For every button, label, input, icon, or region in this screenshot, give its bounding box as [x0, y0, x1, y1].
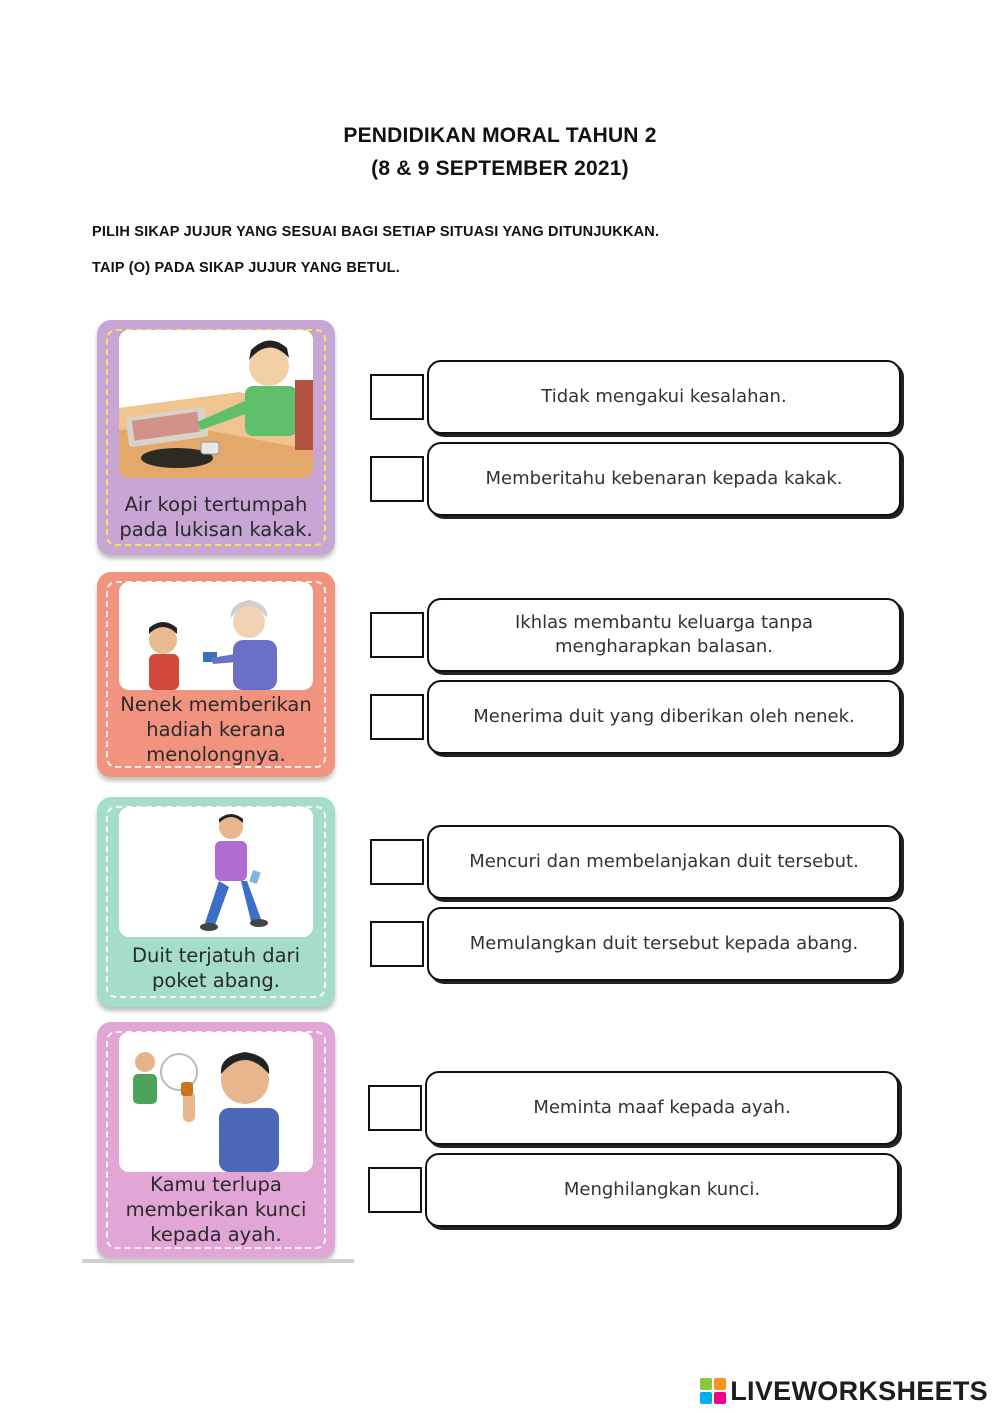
instruction-line-2: TAIP (O) PADA SIKAP JUJUR YANG BETUL. — [92, 260, 400, 276]
logo-square-2 — [714, 1378, 726, 1390]
logo-square-1 — [700, 1378, 712, 1390]
situation-caption-3: Duit terjatuh dari poket abang. — [132, 944, 300, 992]
instruction-line-1: PILIH SIKAP JUJUR YANG SESUAI BAGI SETIAP SITUASI YANG DITUNJUKKAN. — [92, 224, 660, 240]
situation-caption-1: Air kopi tertumpah pada lukisan kakak. — [119, 493, 313, 541]
situation-illustration-forgotten-key — [119, 1032, 313, 1172]
situation-illustration-coffee-spill — [119, 330, 313, 478]
option-q4-1: Meminta maaf kepada ayah. — [425, 1071, 899, 1145]
answer-box-q4-option1[interactable] — [368, 1085, 422, 1131]
answer-box-q3-option1[interactable] — [370, 839, 424, 885]
situation-card-1 — [97, 320, 335, 555]
page-title: PENDIDIKAN MORAL TAHUN 2 — [343, 124, 657, 147]
answer-box-q2-option1[interactable] — [370, 612, 424, 658]
answer-box-q3-option2[interactable] — [370, 921, 424, 967]
option-q1-2: Memberitahu kebenaran kepada kakak. — [427, 442, 901, 516]
brand-name: LIVEWORKSHEETS — [730, 1375, 988, 1406]
situation-card-4 — [97, 1022, 335, 1258]
logo-square-3 — [700, 1392, 712, 1404]
situation-illustration-grandma-gift — [119, 582, 313, 690]
cards-baseline-divider — [82, 1259, 354, 1263]
page-subtitle-date: (8 & 9 SEPTEMBER 2021) — [371, 157, 629, 180]
situation-caption-4: Kamu terlupa memberikan kunci kepada ayah. — [125, 1173, 307, 1246]
liveworksheets-branding — [700, 1376, 988, 1406]
situation-illustration-dropped-money — [119, 807, 313, 937]
answer-box-q4-option2[interactable] — [368, 1167, 422, 1213]
answer-box-q1-option1[interactable] — [370, 374, 424, 420]
logo-square-4 — [714, 1392, 726, 1404]
liveworksheets-logo-icon — [700, 1378, 726, 1404]
answer-box-q1-option2[interactable] — [370, 456, 424, 502]
option-q2-1: Ikhlas membantu keluarga tanpa mengharapkan balasan. — [427, 598, 901, 672]
option-q3-1: Mencuri dan membelanjakan duit tersebut. — [427, 825, 901, 899]
situation-caption-2: Nenek memberikan hadiah kerana menolongnya. — [120, 693, 312, 766]
option-q4-2: Menghilangkan kunci. — [425, 1153, 899, 1227]
option-q1-1: Tidak mengakui kesalahan. — [427, 360, 901, 434]
situation-card-2 — [97, 572, 335, 777]
situation-card-3 — [97, 797, 335, 1007]
option-q3-2: Memulangkan duit tersebut kepada abang. — [427, 907, 901, 981]
answer-box-q2-option2[interactable] — [370, 694, 424, 740]
option-q2-2: Menerima duit yang diberikan oleh nenek. — [427, 680, 901, 754]
